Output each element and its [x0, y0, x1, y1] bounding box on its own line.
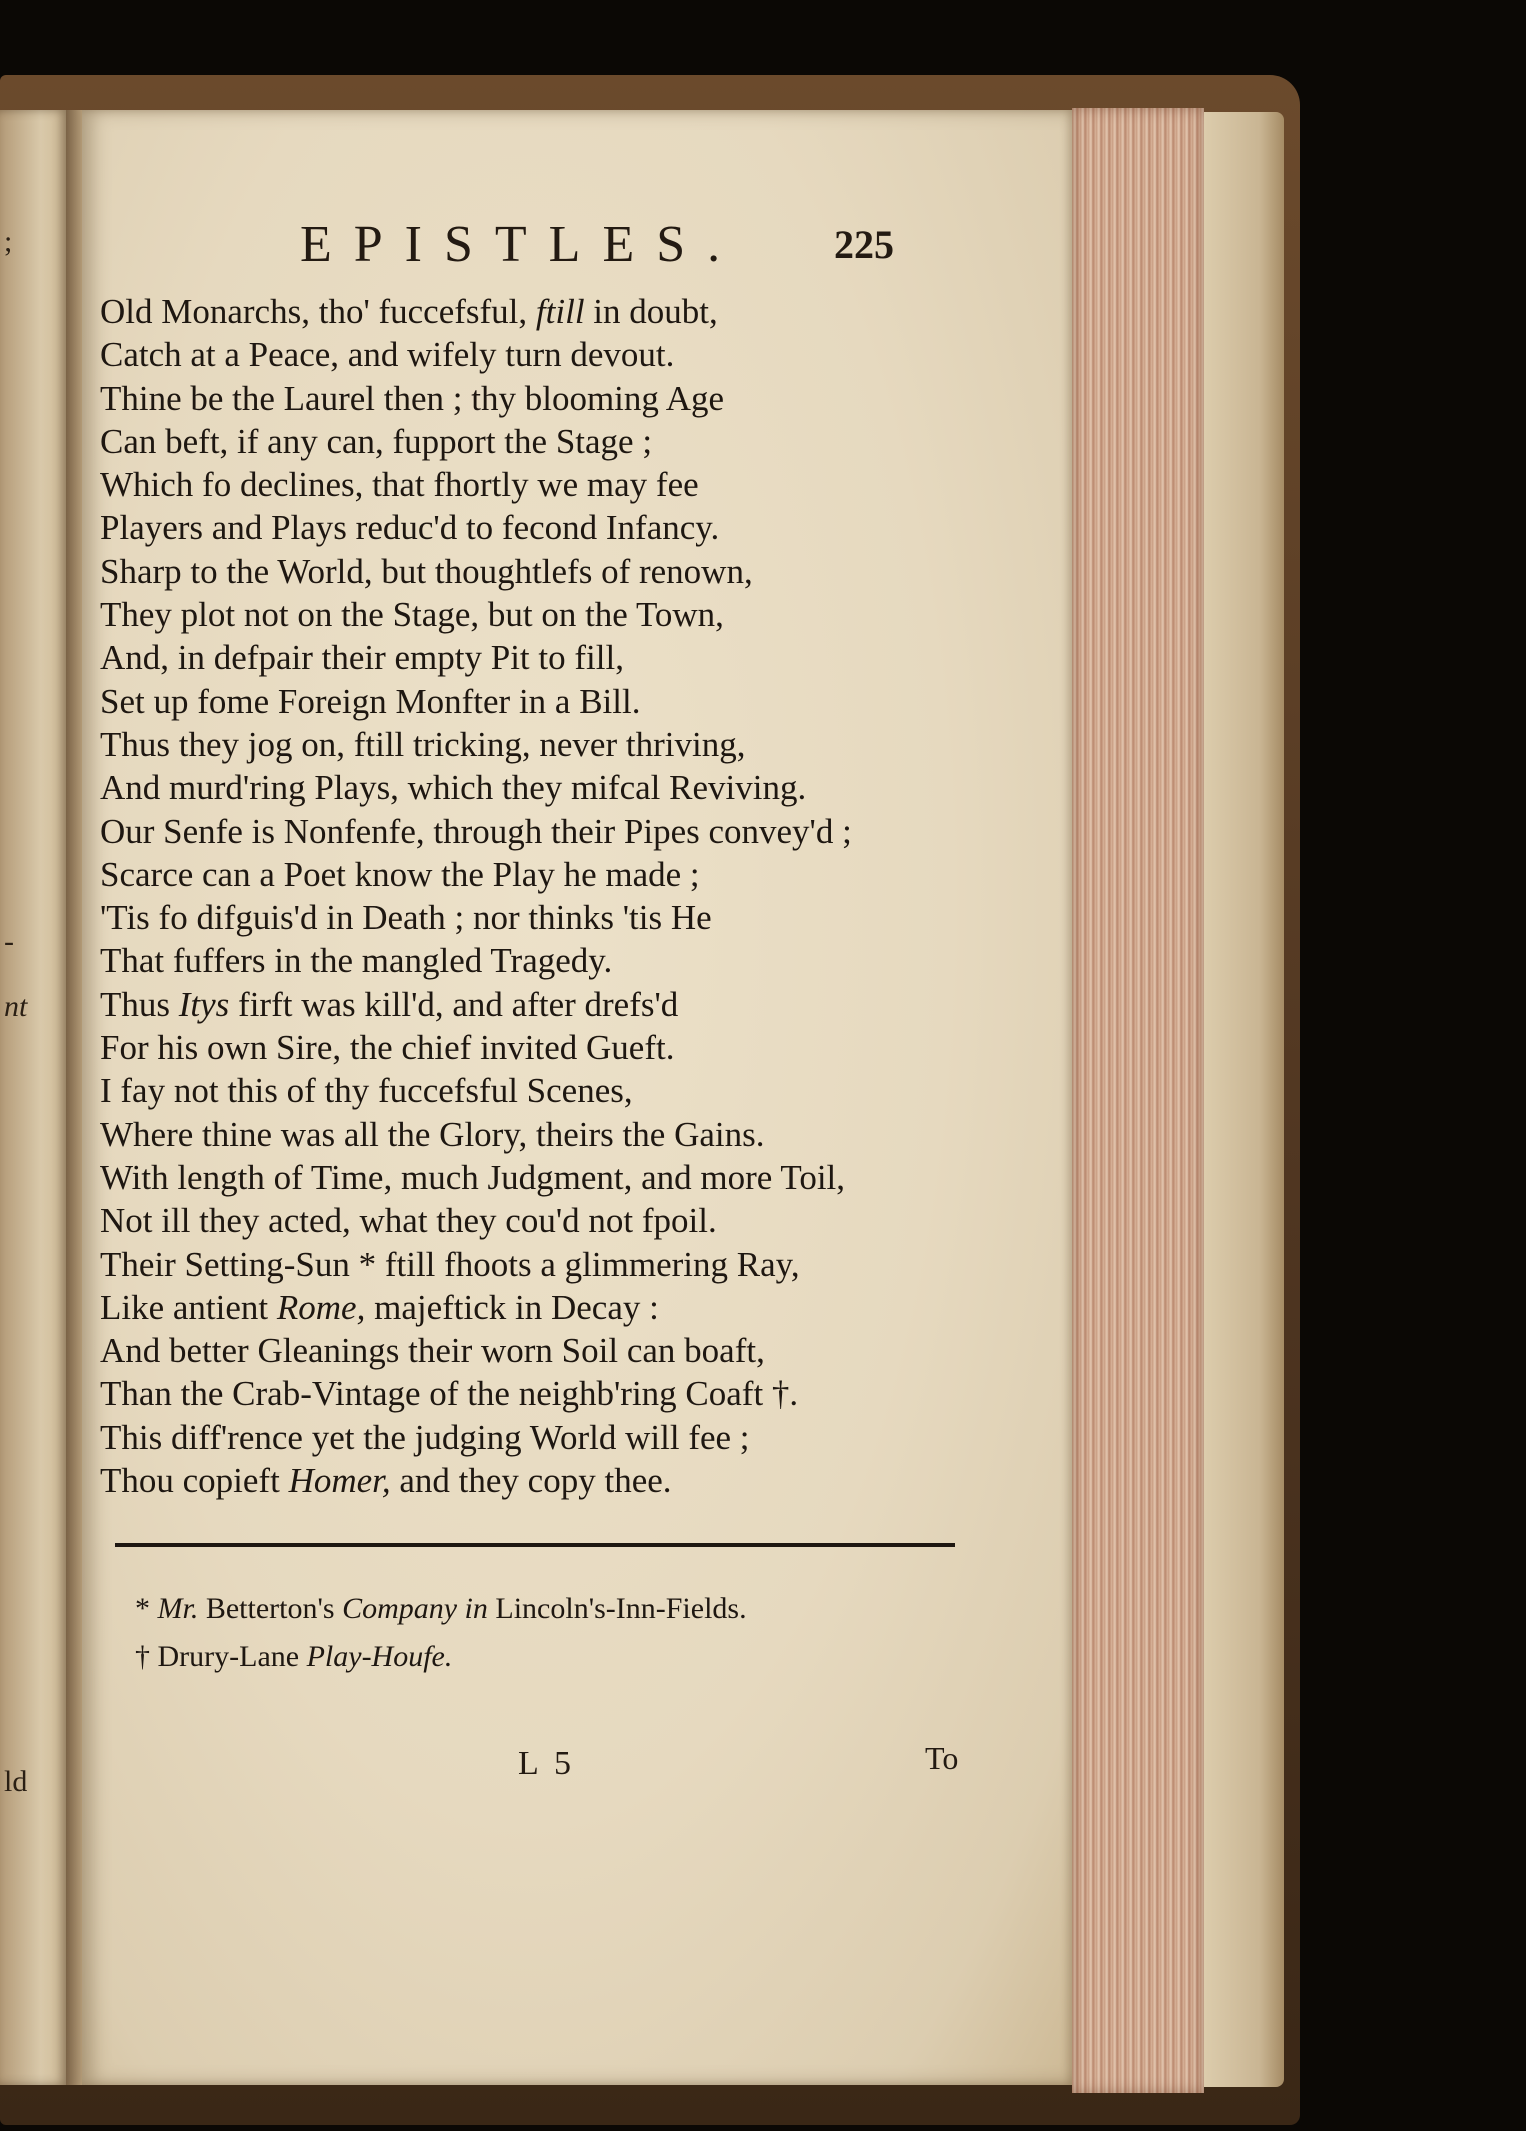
- verse-line: This diff'rence yet the judging World will fee ;: [100, 1417, 750, 1457]
- italic-text: ftill: [535, 292, 585, 331]
- verse-line: Thus Itys firft was kill'd, and after drefs'd: [100, 984, 679, 1024]
- verse-line: And, in defpair their empty Pit to fill,: [100, 638, 624, 678]
- signature-mark: L 5: [518, 1745, 576, 1782]
- page-number: 225: [834, 222, 894, 267]
- left-page-fragment: ld: [4, 1765, 28, 1798]
- footnote: † Drury-Lane Play-Houfe.: [135, 1640, 453, 1673]
- verse-line: And murd'ring Plays, which they mifcal Reviving.: [100, 768, 807, 808]
- italic-text: Mr.: [157, 1592, 199, 1625]
- verse-line: Thus they jog on, ftill tricking, never thriving,: [100, 724, 746, 764]
- left-page-fragment: nt: [4, 990, 28, 1023]
- footnote-rule: [115, 1543, 955, 1547]
- verse-line: Our Senfe is Nonfenfe, through their Pipes convey'd ;: [100, 811, 852, 851]
- verse-line: With length of Time, much Judgment, and more Toil,: [100, 1157, 846, 1197]
- left-page-fragment: -: [4, 925, 14, 958]
- verse-line: Thou copieft Homer, and they copy thee.: [100, 1461, 672, 1501]
- left-page-fragment: ;: [4, 225, 13, 258]
- italic-text: Company in: [342, 1592, 488, 1625]
- italic-text: Itys: [178, 984, 230, 1024]
- verse-line: Can beft, if any can, fupport the Stage ;: [100, 421, 653, 461]
- verse-line: And better Gleanings their worn Soil can boaft,: [100, 1331, 765, 1371]
- footnote: * Mr. Betterton's Company in Lincoln's-Inn-Fields.: [135, 1592, 747, 1625]
- verse-line: Thine be the Laurel then ; thy blooming Age: [100, 378, 725, 418]
- catchword: To: [925, 1740, 959, 1776]
- verse-line: Where thine was all the Glory, theirs the Gains.: [100, 1114, 765, 1154]
- verse-line: For his own Sire, the chief invited Gueft.: [100, 1028, 675, 1068]
- verse-line: They plot not on the Stage, but on the Town,: [100, 595, 724, 635]
- verse-line: 'Tis fo difguis'd in Death ; nor thinks 'tis He: [100, 898, 712, 938]
- poem-text: [100, 290, 852, 1502]
- footnotes: [135, 1585, 747, 1681]
- verse-line: Players and Plays reduc'd to fecond Infancy.: [100, 508, 720, 548]
- verse-line: Not ill they acted, what they cou'd not fpoil.: [100, 1201, 717, 1241]
- verse-line: Old Monarchs, tho' fuccefsful, ftill in doubt,: [100, 292, 718, 331]
- verse-line: That fuffers in the mangled Tragedy.: [100, 941, 613, 981]
- verse-line: Than the Crab-Vintage of the neighb'ring Coaft †.: [100, 1374, 799, 1414]
- verse-line: I fay not this of thy fuccefsful Scenes,: [100, 1071, 633, 1111]
- page-header: [82, 215, 1072, 275]
- running-head: EPISTLES.: [300, 216, 743, 273]
- verse-line: Scarce can a Poet know the Play he made ;: [100, 854, 700, 894]
- verse-line: Sharp to the World, but thoughtlefs of renown,: [100, 551, 753, 591]
- verse-line: Which fo declines, that fhortly we may fee: [100, 465, 699, 505]
- verse-line: Catch at a Peace, and wifely turn devout.: [100, 335, 675, 375]
- underlying-page: [1204, 112, 1284, 2087]
- italic-text: Rome,: [276, 1287, 366, 1327]
- italic-text: Homer,: [288, 1461, 391, 1501]
- verse-line: Set up fome Foreign Monfter in a Bill.: [100, 681, 641, 721]
- page-block-edges: [1072, 108, 1204, 2093]
- verse-line: Like antient Rome, majeftick in Decay :: [100, 1287, 659, 1327]
- left-page-edge: [0, 110, 68, 2085]
- italic-text: Play-Houfe.: [306, 1640, 453, 1673]
- verse-line: Their Setting-Sun * ftill fhoots a glimmering Ray,: [100, 1244, 800, 1284]
